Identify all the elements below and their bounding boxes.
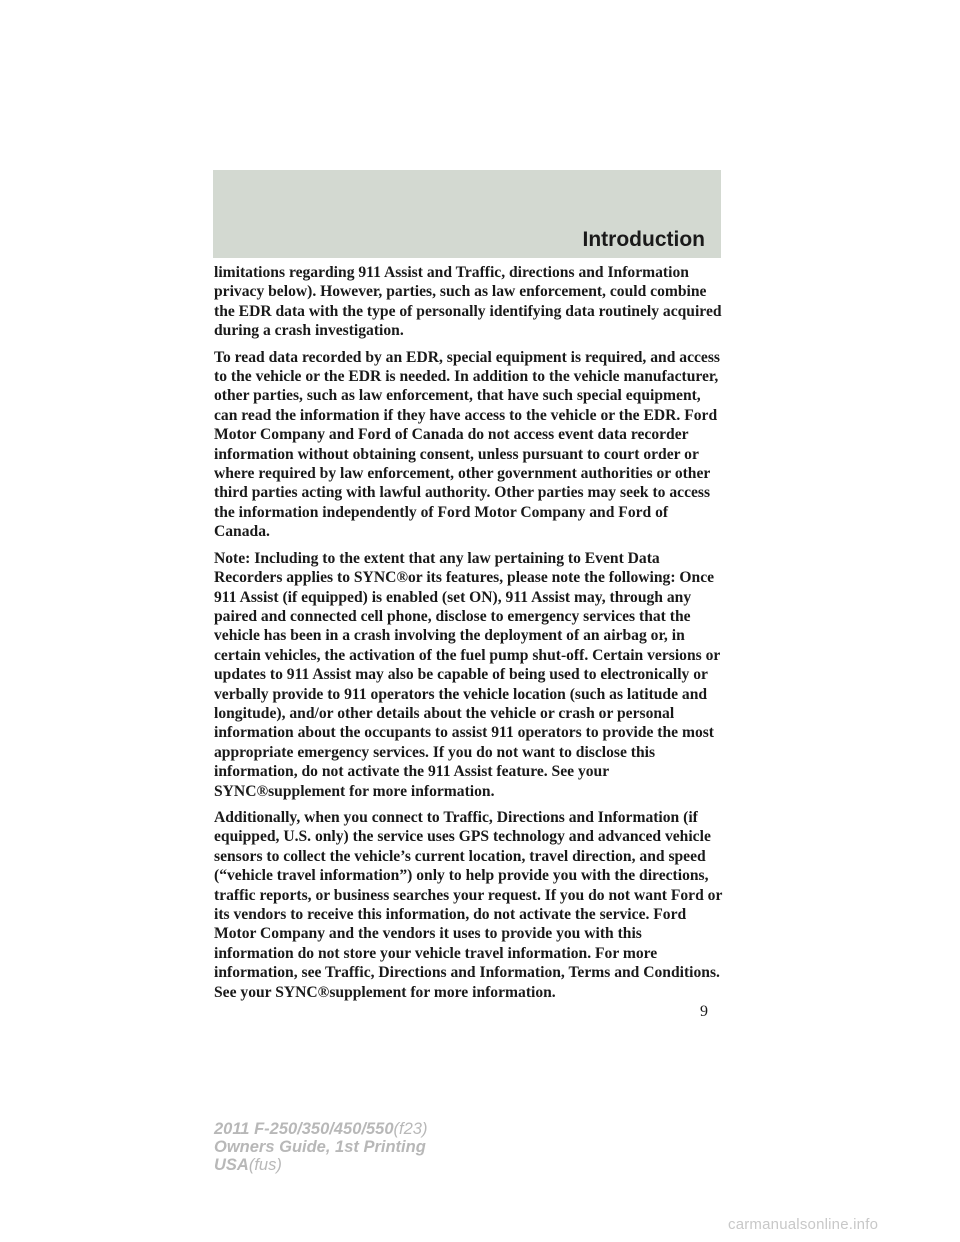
paragraph: Additionally, when you connect to Traffic, Directions and Information (if equipped, U.S. only) the service uses GPS technology and advanced vehicle sensors to collect the vehicle’s current location, travel direction, and speed (“vehicle travel information”) only to help provide you with the directions, traffic reports, or business searches your request. If you do not want Ford or its vendors to receive this information, do not activate the service. Ford Motor Company and the vendors it uses to provide you with this information do not store your vehicle travel information. For more information, see Traffic, Directions and Information, Terms and Conditions. See your SYNC®supplement for more information.: [214, 808, 723, 1001]
footer-line-model: [214, 1120, 427, 1138]
paragraph: To read data recorded by an EDR, special equipment is required, and access to the vehicle or the EDR is needed. In addition to the vehicle manufacturer, other parties, such as law enforcement, that have such special equipment, can read the information if they have access to the vehicle or the EDR. Ford Motor Company and Ford of Canada do not access event data recorder information without obtaining consent, unless pursuant to court order or where required by law enforcement, other government authorities or other third parties acting with lawful authority. Other parties may seek to access the information independently of Ford Motor Company and Ford of Canada.: [214, 348, 720, 541]
body-text: [214, 263, 724, 1009]
watermark-link[interactable]: carmanualsonline.info: [728, 1216, 879, 1233]
print-footer: [214, 1120, 427, 1174]
footer-region-code: (fus): [248, 1156, 282, 1174]
paragraph: limitations regarding 911 Assist and Traffic, directions and Information privacy below). However, parties, such as law enforcement, could combine the EDR data with the type of personally identifying data routinely acquired during a crash investigation.: [214, 264, 722, 340]
footer-region: USA: [214, 1156, 249, 1174]
footer-printing: Owners Guide, 1st Printing: [214, 1138, 426, 1156]
page-number: 9: [700, 1003, 708, 1020]
section-header-band: [213, 170, 721, 258]
footer-model: 2011 F-250/350/450/550: [214, 1120, 394, 1138]
footer-model-code: (f23): [393, 1120, 428, 1138]
section-title: Introduction: [582, 228, 705, 251]
footer-line-region: [214, 1156, 427, 1174]
paragraph: Note: Including to the extent that any law pertaining to Event Data Recorders applies to SYNC®or its features, please note the following: Once 911 Assist (if equipped) is enabled (set ON), 911 Assist may, through any paired and connected cell phone, disclose to emergency services that the vehicle has been in a crash involving the deployment of an airbag or, in certain vehicles, the activation of the fuel pump shut-off. Certain versions or updates to 911 Assist may also be capable of being used to electronically or verbally provide to 911 operators the vehicle location (such as latitude and longitude), and/or other details about the vehicle or crash or personal information about the occupants to assist 911 operators to provide the most appropriate emergency services. If you do not want to disclose this information, do not activate the 911 Assist feature. See your SYNC®supplement for more information.: [214, 549, 721, 800]
